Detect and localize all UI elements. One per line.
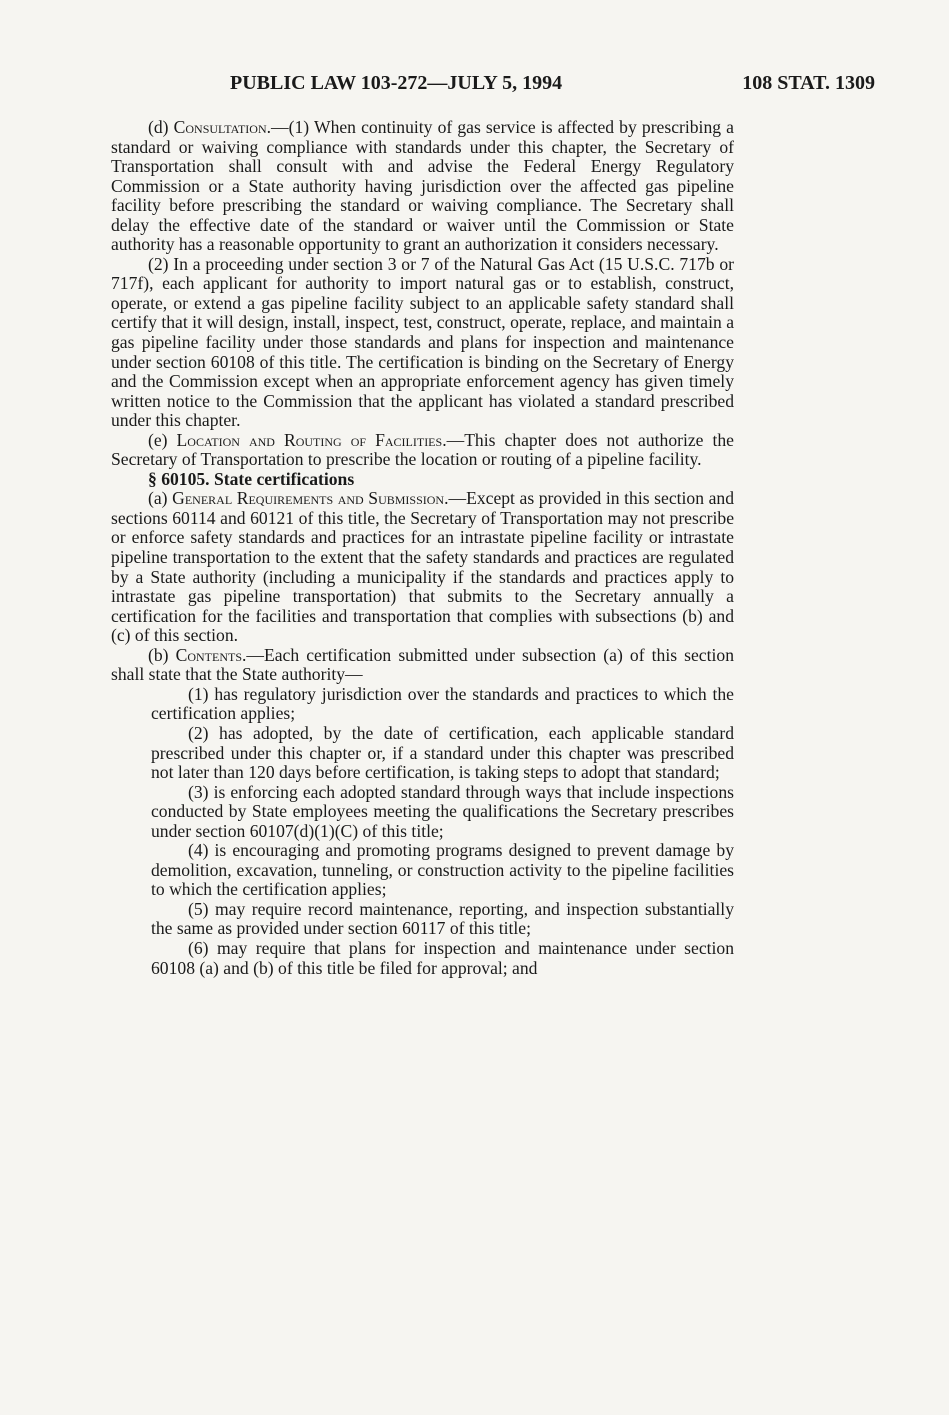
list-item-3: (3) is enforcing each adopted standard through ways that include inspections conducted by State employees meeting the qualifications the Secretary prescribes under section 60107(d)(1)(C) of this title;: [151, 781, 734, 841]
paragraph-d-label: (d): [148, 117, 174, 137]
paragraph-a-heading: General Requirements and Submission.: [172, 488, 449, 509]
body-text: [111, 118, 734, 978]
paragraph-a: [111, 489, 734, 645]
paragraph-a-label: (a): [148, 488, 173, 509]
paragraph-d1: [111, 118, 734, 255]
running-header: [230, 72, 875, 100]
paragraph-d-heading: Consultation.: [173, 117, 272, 137]
paragraph-e-label: (e): [148, 429, 177, 450]
paragraph-e-text: —This chapter does not authorize the Secretary of Transportation to prescribe the location or routing of a pipeline facility.: [111, 429, 734, 470]
paragraph-d1-text: —(1) When continuity of gas service is affected by prescribing a standard or waiving compliance with standards under this chapter, the Secretary of Transportation shall consult with and advise the Federal Energy Regulatory Commission or a State authority having jurisdiction over the affected gas pipeline facility before prescribing the standard or waiving compliance. The Secretary shall delay the effective date of the standard or waiver until the Commission or State authority has a reasonable opportunity to grant an authorization it considers necessary.: [111, 117, 734, 255]
paragraph-b-heading: Contents.: [175, 644, 247, 665]
paragraph-b-label: (b): [148, 644, 176, 665]
paragraph-b-text: —Each certification submitted under subsection (a) of this section shall state that the State authority—: [111, 644, 734, 685]
header-title: PUBLIC LAW 103-272—JULY 5, 1994: [230, 72, 563, 94]
section-heading: § 60105. State certifications: [148, 468, 355, 489]
paragraph-a-text: —Except as provided in this section and sections 60114 and 60121 of this title, the Secretary of Transportation may not prescribe or enforce safety standards and practices for an intrastate pipeline facility or intrastate pipeline transportation to the extent that the safety standards and practices are regulated by a State authority (including a municipality if the standards and practices apply to intrastate gas pipeline transportation) that submits to the Secretary annually a certification for the facilities and transportation that complies with subsections (b) and (c) of this section.: [111, 488, 734, 646]
list-item-2: (2) has adopted, by the date of certification, each applicable standard prescribed under this chapter or, if a standard under this chapter was prescribed not later than 120 days before certification, is taking steps to adopt that standard;: [151, 722, 734, 783]
list-item-6: (6) may require that plans for inspection and maintenance under section 60108 (a) and (b) of this title be filed for approval; and: [151, 937, 734, 978]
list-item-1: (1) has regulatory jurisdiction over the standards and practices to which the certification applies;: [151, 683, 734, 724]
list-item-5: (5) may require record maintenance, reporting, and inspection substantially the same as provided under section 60117 of this title;: [151, 898, 734, 939]
paragraph-e-heading: Location and Routing of Facilities.: [176, 429, 447, 450]
paragraph-b: [111, 646, 734, 685]
paragraph-d2: (2) In a proceeding under section 3 or 7 of the Natural Gas Act (15 U.S.C. 717b or 717f), each applicant for authority to import natural gas or to establish, construct, operate, or extend a gas pipeline facility subject to an applicable safety standard shall certify that it will design, install, inspect, test, construct, operate, replace, and maintain a gas pipeline facility under those standards and plans for inspection and maintenance under section 60108 of this title. The certification is binding on the Secretary of Energy and the Commission except when an appropriate enforcement agency has given timely written notice to the Commission that the applicant has violated a standard prescribed under this chapter.: [111, 253, 734, 431]
header-page-reference: 108 STAT. 1309: [742, 72, 875, 94]
paragraph-e: [111, 431, 734, 470]
list-item-4: (4) is encouraging and promoting programs designed to prevent damage by demolition, excavation, tunneling, or construction activity to the pipeline facilities to which the certification applies;: [151, 840, 734, 900]
